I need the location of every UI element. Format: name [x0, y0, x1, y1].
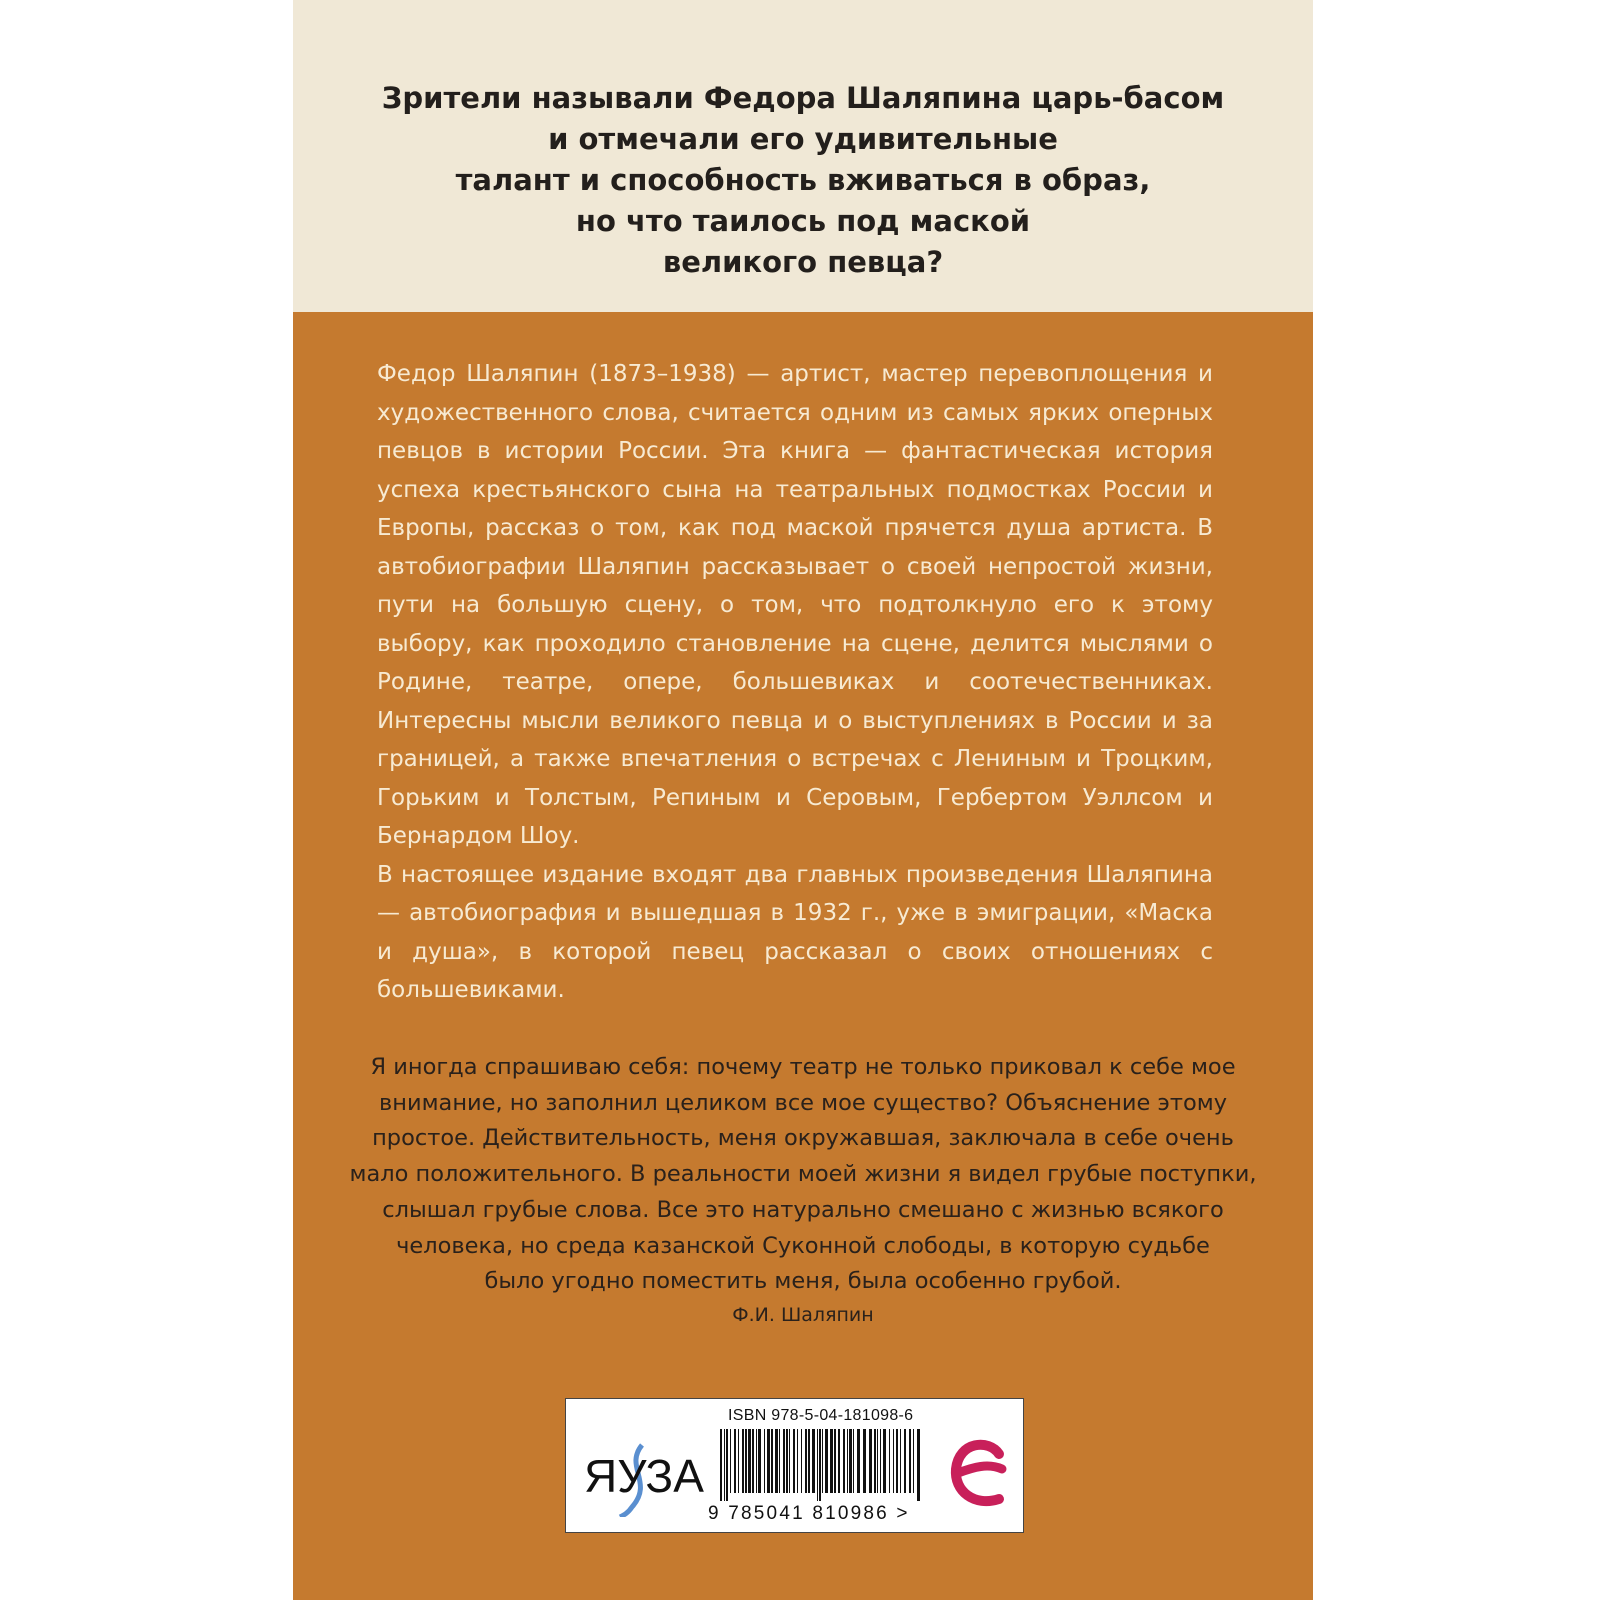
- barcode-bar: [726, 1429, 728, 1501]
- barcode-bar: [786, 1429, 788, 1493]
- barcode-bar: [752, 1429, 754, 1493]
- barcode-bar: [917, 1429, 920, 1501]
- barcode-bar: [819, 1429, 821, 1501]
- barcode-bar: [853, 1429, 854, 1493]
- barcode-bar: [745, 1429, 747, 1493]
- barcode-bar: [849, 1429, 852, 1493]
- quote-author: Ф.И. Шаляпин: [732, 1303, 874, 1326]
- barcode-bar: [913, 1429, 914, 1493]
- barcode-bar: [720, 1429, 722, 1501]
- headline-band: [293, 0, 1313, 312]
- barcode-bar: [893, 1429, 894, 1493]
- annotation: [377, 355, 1213, 1010]
- barcode-bar: [756, 1429, 757, 1493]
- barcode-bar: [880, 1429, 881, 1493]
- quote: [343, 1050, 1263, 1334]
- annotation-paragraph: В настоящее издание входят два главных произведения Шаляпина — автобиография и вышедшая в 1932 г., уже в эмиграции, «Маска и душа», в которой певец рассказал о своих отношениях с большевиками.: [377, 861, 1213, 1003]
- headline: [333, 78, 1273, 283]
- barcode-bar: [825, 1429, 828, 1493]
- barcode-bar: [738, 1429, 739, 1493]
- barcode-bar: [822, 1429, 823, 1493]
- yauza-logo-text: ЯУЗА: [584, 1450, 704, 1502]
- headline-line: Зрители называли Федора Шаляпина царь-басом: [381, 81, 1225, 115]
- barcode-bar: [838, 1429, 840, 1493]
- barcode-bar: [909, 1429, 911, 1493]
- barcode-bar: [817, 1429, 818, 1501]
- yauza-logo-icon: [584, 1437, 704, 1517]
- barcode-bar: [793, 1429, 795, 1493]
- barcode-bar: [801, 1429, 802, 1493]
- barcode-bar: [896, 1429, 898, 1493]
- headline-line: но что таилось под маской: [575, 204, 1031, 238]
- barcode-bar: [808, 1429, 810, 1493]
- barcode-bar: [758, 1429, 761, 1493]
- barcode-bar: [843, 1429, 845, 1493]
- barcode-bar: [734, 1429, 736, 1493]
- quote-line: мало положительного. В реальности моей жизни я видел грубые поступки,: [349, 1161, 1257, 1188]
- book-back-cover: [293, 0, 1313, 1600]
- barcode-bar: [742, 1429, 744, 1493]
- barcode-bar: [805, 1429, 807, 1493]
- barcode-bar: [874, 1429, 876, 1493]
- barcode-bar: [883, 1429, 886, 1493]
- quote-line: простое. Действительность, меня окружавшая, заключала в себе очень: [372, 1125, 1234, 1152]
- barcode-bar: [834, 1429, 836, 1493]
- isbn-text: ISBN 978-5-04-181098-6: [728, 1407, 914, 1424]
- barcode-bar: [900, 1429, 901, 1493]
- barcode-bar: [869, 1429, 872, 1493]
- barcode-box: [565, 1398, 1024, 1533]
- barcode-bar: [779, 1429, 780, 1493]
- quote-line: Я иногда спрашиваю себя: почему театр не только приковал к себе мое: [370, 1054, 1236, 1080]
- barcode-bar: [764, 1429, 765, 1493]
- barcode-bar: [877, 1429, 878, 1493]
- barcode-bar: [889, 1429, 890, 1493]
- barcode-bar: [797, 1429, 798, 1493]
- quote-line: человека, но среда казанской Суконной слободы, в которую судьбе: [396, 1232, 1210, 1259]
- barcode-bar: [863, 1429, 866, 1493]
- quote-line: было угодно поместить меня, была особенно грубой.: [484, 1268, 1122, 1295]
- headline-line: и отмечали его удивительные: [548, 122, 1058, 156]
- headline-line: талант и способность вживаться в образ,: [455, 163, 1151, 197]
- barcode-bar: [847, 1429, 848, 1493]
- barcode-bar: [775, 1429, 778, 1493]
- barcode-bar: [771, 1429, 773, 1493]
- barcode-bar: [904, 1429, 906, 1493]
- annotation-paragraph: Федор Шаляпин (1873–1938) — артист, мастер перевоплощения и художественного слова, считается одним из самых ярких оперных певцов в истории России. Эта книга — фантастическая история успеха крестьянского сына на театральных подмостках России и Европы, рассказ о том, как под маской прячется душа артиста. В автобиографии Шаляпин рассказывает о своей непростой жизни, пути на большую сцену, о том, что подтолкнуло его к этому выбору, как проходило становление на сцене, делится мыслями о Родине, театре, опере, большевиках и соотечественниках. Интересны мысли великого певца и о выступлениях в России и за границей, а также впечатления о встречах с Лениным и Троцким, Горьким и Толстым, Репиным и Серовым, Гербертом Уэллсом и Бернардом Шоу.: [377, 361, 1213, 849]
- barcode-bar: [730, 1429, 731, 1493]
- headline-line: великого певца?: [662, 245, 944, 279]
- barcode-bar: [783, 1429, 785, 1493]
- barcode-bar: [767, 1429, 770, 1493]
- barcode-bar: [789, 1429, 790, 1493]
- quote-line: внимание, но заполнил целиком все мое существо? Объяснение этому: [378, 1089, 1228, 1116]
- barcode: [716, 1429, 926, 1501]
- barcode-bar: [812, 1429, 815, 1493]
- barcode-bar: [857, 1429, 860, 1493]
- barcode-bar: [748, 1429, 751, 1493]
- eksmo-logo-icon: [944, 1429, 1014, 1519]
- barcode-bar: [724, 1429, 725, 1501]
- barcode-bar: [830, 1429, 833, 1493]
- barcode-digits: 9 785041 810986 >: [708, 1503, 910, 1524]
- quote-line: слышал грубые слова. Все это натурально смешано с жизнью всякого: [382, 1196, 1224, 1223]
